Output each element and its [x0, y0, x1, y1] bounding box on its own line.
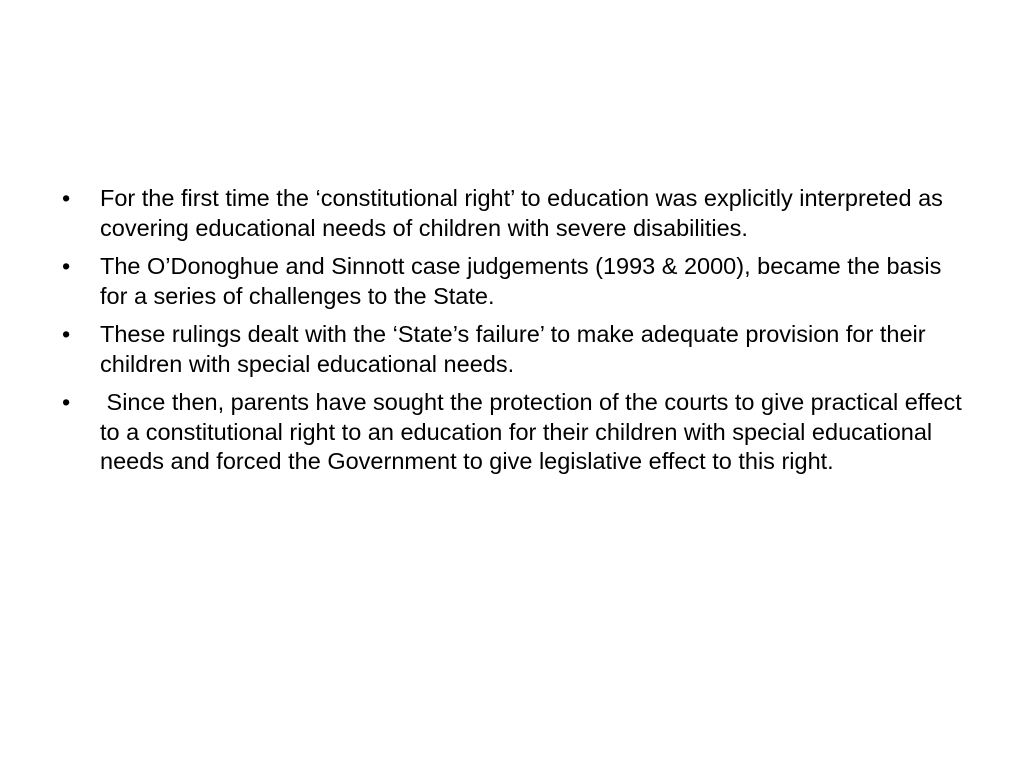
- bullet-list: [62, 184, 967, 486]
- bullet-text: These rulings dealt with the ‘State’s failure’ to make adequate provision for their children with special educational needs.: [100, 321, 926, 377]
- bullet-item: [62, 320, 967, 379]
- bullet-text: For the first time the ‘constitutional right’ to education was explicitly interpreted as covering educational needs of children with severe disabilities.: [100, 185, 943, 241]
- bullet-item: [62, 388, 967, 477]
- bullet-icon: •: [62, 321, 71, 347]
- bullet-text: Since then, parents have sought the protection of the courts to give practical effect to a constitutional right to an education for their children with special educational needs and forced the Government to give legislative effect to this right.: [100, 389, 969, 474]
- bullet-icon: •: [62, 253, 71, 279]
- bullet-icon: •: [62, 389, 71, 415]
- bullet-icon: •: [62, 185, 71, 211]
- bullet-text: The O’Donoghue and Sinnott case judgements (1993 & 2000), became the basis for a series of challenges to the State.: [100, 253, 942, 309]
- bullet-item: [62, 184, 967, 243]
- bullet-item: [62, 252, 967, 311]
